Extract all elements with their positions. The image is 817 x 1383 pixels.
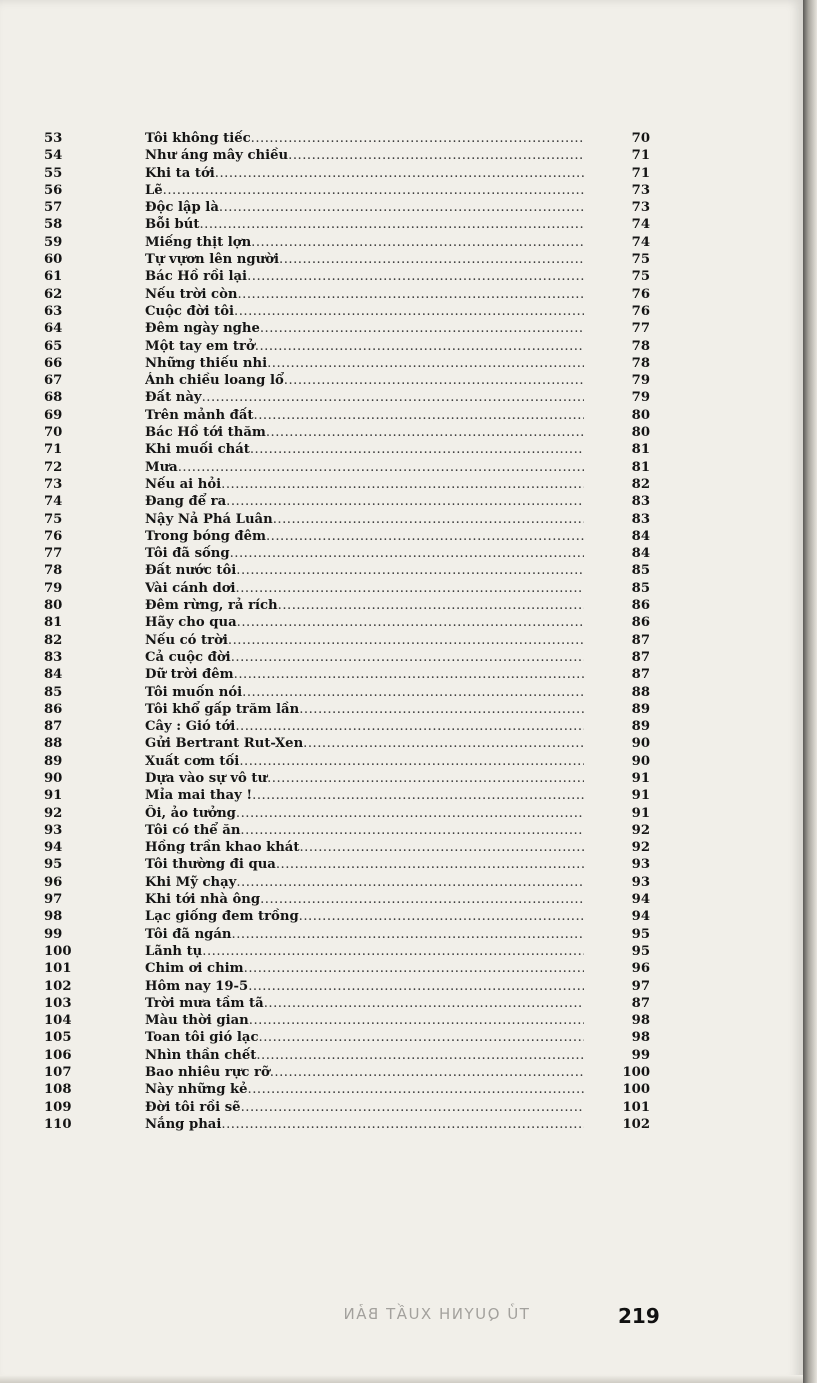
- toc-row: [44, 943, 664, 960]
- toc-entry-title: Đêm rừng, rả rích .....: [145, 597, 584, 614]
- toc-row: [44, 632, 664, 649]
- toc-entry-page: 96: [631, 961, 650, 977]
- toc-row: [44, 1116, 664, 1133]
- toc-entry-page: 99: [631, 1047, 650, 1063]
- toc-entry-number: 103: [44, 995, 72, 1011]
- toc-row: [44, 251, 664, 268]
- toc-row: [44, 216, 664, 233]
- toc-entry-page: 74: [631, 217, 650, 233]
- toc-row: [44, 476, 664, 493]
- toc-row: [44, 511, 664, 528]
- toc-entry-number: 67: [44, 373, 63, 389]
- toc-entry-title: Khi tới nhà ông .....: [145, 891, 584, 908]
- toc-entry-title: Cả cuộc đời .....: [145, 649, 584, 666]
- toc-entry-title: Nhìn thần chết .....: [145, 1047, 584, 1064]
- toc-entry-page: 92: [631, 822, 650, 838]
- toc-row: [44, 1029, 664, 1046]
- toc-entry-page: 81: [631, 459, 650, 475]
- toc-entry-number: 87: [44, 719, 63, 735]
- toc-row: [44, 1099, 664, 1116]
- toc-entry-page: 74: [631, 234, 650, 250]
- toc-entry-page: 87: [631, 632, 650, 648]
- toc-entry-page: 93: [631, 857, 650, 873]
- toc-entry-page: 94: [631, 909, 650, 925]
- toc-entry-number: 56: [44, 182, 63, 198]
- toc-entry-number: 106: [44, 1047, 72, 1063]
- toc-entry-page: 80: [631, 425, 650, 441]
- toc-entry-title: Trên mảnh đất .....: [145, 407, 584, 424]
- toc-entry-number: 110: [44, 1116, 72, 1132]
- toc-row: [44, 1047, 664, 1064]
- toc-entry-number: 71: [44, 442, 63, 458]
- toc-row: [44, 735, 664, 752]
- toc-entry-number: 63: [44, 303, 63, 319]
- toc-entry-number: 59: [44, 234, 63, 250]
- toc-row: [44, 649, 664, 666]
- toc-entry-page: 79: [631, 373, 650, 389]
- toc-row: [44, 355, 664, 372]
- toc-entry-title: Độc lập là .....: [145, 199, 584, 216]
- toc-entry-number: 53: [44, 131, 63, 146]
- toc-entry-page: 86: [631, 598, 650, 614]
- toc-entry-page: 95: [631, 926, 650, 942]
- toc-entry-page: 88: [631, 684, 650, 700]
- toc-entry-number: 108: [44, 1082, 72, 1098]
- toc-row: [44, 441, 664, 458]
- toc-entry-number: 88: [44, 736, 63, 752]
- toc-entry-title: Dựa vào sự vô tư .....: [145, 770, 584, 787]
- toc-entry-title: Đời tôi rồi sẽ .....: [145, 1099, 584, 1116]
- toc-row: [44, 787, 664, 804]
- toc-entry-number: 58: [44, 217, 63, 233]
- toc-row: [44, 286, 664, 303]
- page-edge: [803, 0, 817, 1383]
- toc-entry-page: 91: [631, 770, 650, 786]
- toc-entry-number: 66: [44, 355, 63, 371]
- toc-entry-number: 90: [44, 770, 63, 786]
- toc-entry-number: 81: [44, 615, 63, 631]
- toc-entry-number: 69: [44, 407, 63, 423]
- toc-entry-page: 79: [631, 390, 650, 406]
- toc-entry-title: Ánh chiều loang lổ .....: [145, 372, 584, 389]
- toc-entry-title: Hôm nay 19-5 .....: [145, 978, 584, 995]
- toc-entry-title: Một tay em trở .....: [145, 338, 584, 355]
- toc-entry-title: Đất nước tôi .....: [145, 562, 584, 579]
- toc-row: [44, 1012, 664, 1029]
- toc-entry-page: 94: [631, 892, 650, 908]
- toc-entry-number: 104: [44, 1013, 72, 1029]
- toc-entry-title: Khi Mỹ chạy .....: [145, 874, 584, 891]
- toc-entry-title: Khi ta tới .....: [145, 165, 584, 182]
- toc-entry-title: Bỗi bút .....: [145, 216, 584, 233]
- toc-entry-page: 84: [631, 546, 650, 562]
- toc-entry-title: Nếu ai hỏi .....: [145, 476, 584, 493]
- toc-entry-page: 73: [631, 182, 650, 198]
- toc-entry-title: Nắng phai .....: [145, 1116, 584, 1133]
- toc-entry-page: 87: [631, 667, 650, 683]
- toc-row: [44, 338, 664, 355]
- toc-entry-page: 84: [631, 528, 650, 544]
- toc-entry-number: 62: [44, 286, 63, 302]
- toc-entry-number: 60: [44, 252, 63, 268]
- toc-entry-title: Tự vựơn lên người .....: [145, 251, 584, 268]
- toc-entry-number: 70: [44, 425, 63, 441]
- toc-entry-title: Những thiếu nhi .....: [145, 355, 584, 372]
- toc-entry-page: 100: [622, 1082, 650, 1098]
- toc-row: [44, 908, 664, 925]
- toc-entry-number: 65: [44, 338, 63, 354]
- toc-entry-page: 82: [631, 476, 650, 492]
- toc-entry-page: 93: [631, 874, 650, 890]
- toc-entry-number: 99: [44, 926, 63, 942]
- toc-entry-title: Lãnh tụ .....: [145, 943, 584, 960]
- toc-entry-number: 97: [44, 892, 63, 908]
- toc-row: [44, 320, 664, 337]
- toc-row: [44, 926, 664, 943]
- toc-entry-number: 109: [44, 1099, 72, 1115]
- toc-entry-title: Vài cánh dơi .....: [145, 580, 584, 597]
- toc-entry-page: 102: [622, 1116, 650, 1132]
- toc-entry-number: 98: [44, 909, 63, 925]
- toc-entry-title: Mưa .....: [145, 459, 584, 476]
- toc-entry-title: Mỉa mai thay ! .....: [145, 787, 584, 804]
- toc-entry-title: Trong bóng đêm .....: [145, 528, 584, 545]
- toc-entry-page: 91: [631, 788, 650, 804]
- toc-entry-page: 85: [631, 580, 650, 596]
- toc-row: [44, 1081, 664, 1098]
- toc-entry-title: Nậy Nả Phá Luân .....: [145, 511, 584, 528]
- toc-entry-page: 98: [631, 1030, 650, 1046]
- toc-entry-number: 54: [44, 148, 63, 164]
- toc-entry-page: 70: [631, 131, 650, 146]
- toc-row: [44, 995, 664, 1012]
- toc-row: [44, 597, 664, 614]
- toc-entry-page: 78: [631, 355, 650, 371]
- toc-entry-title: Bác Hồ rồi lại .....: [145, 268, 584, 285]
- toc-row: [44, 424, 664, 441]
- toc-entry-title: Tôi không tiếc .....: [145, 130, 584, 147]
- toc-entry-number: 101: [44, 961, 72, 977]
- toc-entry-number: 92: [44, 805, 63, 821]
- toc-row: [44, 718, 664, 735]
- toc-row: [44, 528, 664, 545]
- toc-entry-title: Chim ơi chim .....: [145, 960, 584, 977]
- toc-row: [44, 165, 664, 182]
- toc-entry-page: 71: [631, 148, 650, 164]
- toc-entry-number: 55: [44, 165, 63, 181]
- toc-entry-title: Trời mưa tầm tã .....: [145, 995, 584, 1012]
- toc-entry-page: 86: [631, 615, 650, 631]
- toc-row: [44, 389, 664, 406]
- toc-entry-title: Tôi đã sống .....: [145, 545, 584, 562]
- toc-entry-number: 89: [44, 753, 63, 769]
- toc-entry-title: Tôi muốn nói .....: [145, 684, 584, 701]
- toc-row: [44, 407, 664, 424]
- toc-entry-title: Tôi khổ gấp trăm lần .....: [145, 701, 584, 718]
- toc-entry-number: 100: [44, 943, 72, 959]
- toc-entry-title: Tôi có thể ăn .....: [145, 822, 584, 839]
- table-of-contents: [44, 130, 664, 1133]
- toc-entry-number: 75: [44, 511, 63, 527]
- toc-entry-title: Đang để ra .....: [145, 493, 584, 510]
- toc-entry-number: 74: [44, 494, 63, 510]
- toc-entry-page: 91: [631, 805, 650, 821]
- toc-row: [44, 874, 664, 891]
- mirrored-bleed-through-text: TỦ QUYNH XUẤT BẢN: [342, 1305, 529, 1323]
- toc-row: [44, 372, 664, 389]
- toc-entry-number: 105: [44, 1030, 72, 1046]
- toc-entry-number: 102: [44, 978, 72, 994]
- toc-entry-title: Cây : Gió tới .....: [145, 718, 584, 735]
- toc-entry-page: 76: [631, 286, 650, 302]
- toc-entry-number: 64: [44, 321, 63, 337]
- toc-entry-number: 107: [44, 1065, 72, 1081]
- toc-row: [44, 856, 664, 873]
- toc-row: [44, 234, 664, 251]
- toc-entry-page: 101: [622, 1099, 650, 1115]
- toc-entry-page: 89: [631, 719, 650, 735]
- toc-row: [44, 199, 664, 216]
- toc-entry-title: Hãy cho qua .....: [145, 614, 584, 631]
- toc-row: [44, 891, 664, 908]
- toc-row: [44, 805, 664, 822]
- toc-row: [44, 701, 664, 718]
- toc-row: [44, 268, 664, 285]
- toc-entry-page: 89: [631, 701, 650, 717]
- toc-entry-number: 82: [44, 632, 63, 648]
- toc-entry-number: 94: [44, 840, 63, 856]
- toc-entry-page: 97: [631, 978, 650, 994]
- toc-entry-page: 92: [631, 840, 650, 856]
- toc-entry-title: Xuất cơm tối .....: [145, 753, 584, 770]
- toc-row: [44, 960, 664, 977]
- toc-entry-number: 96: [44, 874, 63, 890]
- toc-entry-number: 78: [44, 563, 63, 579]
- toc-entry-page: 85: [631, 563, 650, 579]
- toc-entry-number: 79: [44, 580, 63, 596]
- toc-entry-page: 75: [631, 252, 650, 268]
- toc-entry-number: 57: [44, 200, 63, 216]
- toc-entry-page: 95: [631, 943, 650, 959]
- toc-row: [44, 614, 664, 631]
- toc-entry-number: 76: [44, 528, 63, 544]
- toc-entry-title: Khi muối chát .....: [145, 441, 584, 458]
- toc-entry-page: 83: [631, 494, 650, 510]
- toc-row: [44, 580, 664, 597]
- toc-entry-page: 77: [631, 321, 650, 337]
- toc-row: [44, 666, 664, 683]
- toc-entry-number: 72: [44, 459, 63, 475]
- toc-entry-title: Tôi đã ngán .....: [145, 926, 584, 943]
- toc-row: [44, 182, 664, 199]
- toc-entry-title: Đất này .....: [145, 389, 584, 406]
- toc-entry-number: 86: [44, 701, 63, 717]
- toc-entry-page: 71: [631, 165, 650, 181]
- toc-entry-page: 90: [631, 736, 650, 752]
- toc-entry-page: 100: [622, 1065, 650, 1081]
- toc-entry-number: 68: [44, 390, 63, 406]
- toc-entry-title: Toan tôi gió lạc .....: [145, 1029, 584, 1046]
- toc-entry-title: Gửi Bertrant Rut-Xen .....: [145, 735, 584, 752]
- toc-row: [44, 459, 664, 476]
- toc-row: [44, 978, 664, 995]
- toc-entry-page: 87: [631, 649, 650, 665]
- toc-entry-page: 83: [631, 511, 650, 527]
- toc-entry-page: 98: [631, 1013, 650, 1029]
- toc-entry-title: Hồng trần khao khát .....: [145, 839, 584, 856]
- toc-entry-page: 75: [631, 269, 650, 285]
- toc-entry-title: Miếng thịt lợn .....: [145, 234, 584, 251]
- toc-entry-title: Nếu trời còn .....: [145, 286, 584, 303]
- toc-entry-title: Lạc giống đem trồng .....: [145, 908, 584, 925]
- toc-entry-title: Tôi thường đi qua .....: [145, 856, 584, 873]
- toc-entry-title: Ôi, ảo tưởng .....: [145, 805, 584, 822]
- toc-row: [44, 770, 664, 787]
- toc-entry-page: 87: [631, 995, 650, 1011]
- toc-entry-title: Như áng mây chiều .....: [145, 147, 584, 164]
- toc-entry-page: 73: [631, 200, 650, 216]
- toc-row: [44, 562, 664, 579]
- toc-entry-number: 85: [44, 684, 63, 700]
- toc-entry-page: 81: [631, 442, 650, 458]
- toc-entry-number: 80: [44, 598, 63, 614]
- toc-entry-number: 84: [44, 667, 63, 683]
- toc-entry-number: 77: [44, 546, 63, 562]
- page-number: 219: [618, 1304, 660, 1328]
- toc-entry-title: Đêm ngày nghe .....: [145, 320, 584, 337]
- toc-entry-number: 83: [44, 649, 63, 665]
- toc-row: [44, 545, 664, 562]
- toc-row: [44, 684, 664, 701]
- toc-entry-title: Cuộc đời tôi .....: [145, 303, 584, 320]
- toc-entry-title: Này những kẻ .....: [145, 1081, 584, 1098]
- toc-row: [44, 130, 664, 147]
- toc-entry-number: 61: [44, 269, 63, 285]
- toc-row: [44, 303, 664, 320]
- toc-entry-title: Dữ trời đêm .....: [145, 666, 584, 683]
- toc-entry-title: Bao nhiêu rực rỡ .....: [145, 1064, 584, 1081]
- toc-row: [44, 753, 664, 770]
- toc-entry-page: 80: [631, 407, 650, 423]
- toc-entry-number: 73: [44, 476, 63, 492]
- toc-entry-title: Màu thời gian .....: [145, 1012, 584, 1029]
- toc-row: [44, 839, 664, 856]
- toc-row: [44, 147, 664, 164]
- toc-entry-number: 95: [44, 857, 63, 873]
- toc-row: [44, 1064, 664, 1081]
- toc-entry-title: Bác Hồ tới thăm .....: [145, 424, 584, 441]
- toc-row: [44, 822, 664, 839]
- toc-row: [44, 493, 664, 510]
- toc-entry-page: 78: [631, 338, 650, 354]
- toc-entry-number: 93: [44, 822, 63, 838]
- toc-entry-page: 76: [631, 303, 650, 319]
- toc-entry-number: 91: [44, 788, 63, 804]
- toc-entry-page: 90: [631, 753, 650, 769]
- toc-entry-title: Lẽ .....: [145, 182, 584, 199]
- toc-entry-title: Nếu có trời .....: [145, 632, 584, 649]
